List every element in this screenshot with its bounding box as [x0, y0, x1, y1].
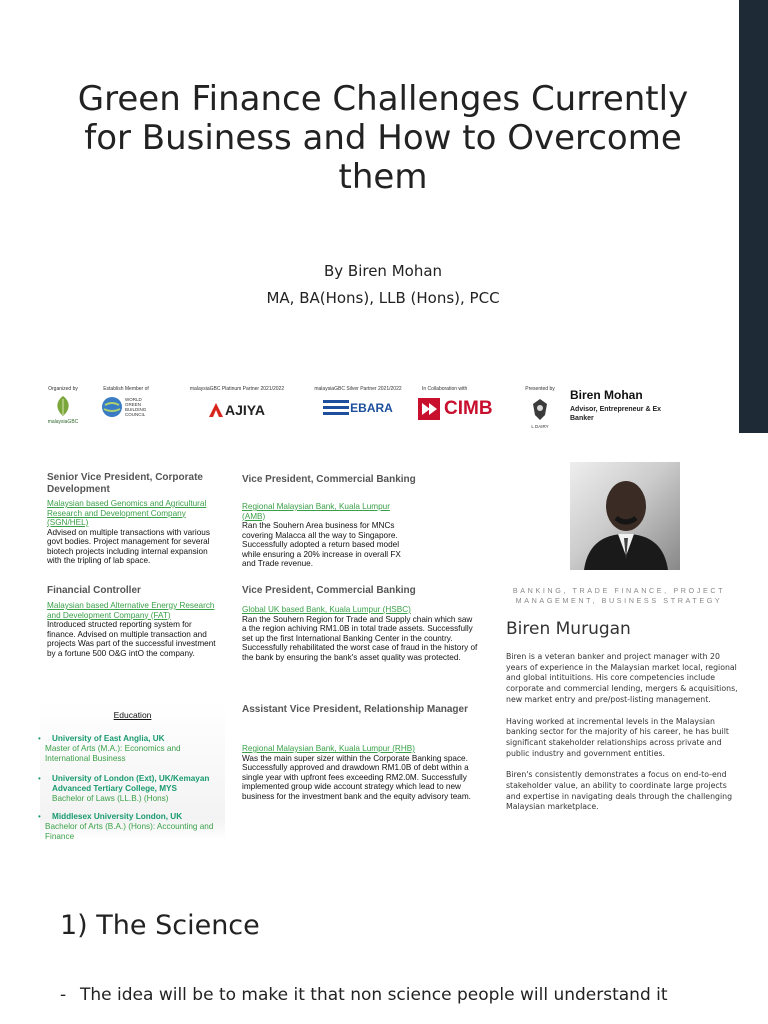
- ebara-brand: EBARA: [350, 401, 393, 415]
- l-dairy-crest-icon: [531, 398, 549, 422]
- resume-body: Advised on multiple transactions with various govt bodies. Project management for several biotech projects including internal expansion with the tripling of lab space.: [47, 527, 210, 565]
- resume-org-link[interactable]: Regional Malaysian Bank, Kuala Lumpur (AMB): [242, 502, 390, 521]
- ajiya-a-icon: [209, 403, 223, 417]
- expertise-tagline: BANKING, TRADE FINANCE, PROJECT MANAGEMENT, BUSINESS STRATEGY: [512, 586, 726, 605]
- malaysiagbc-brand: malaysiaGBC: [47, 419, 79, 425]
- resume-heading: Vice President, Commercial Banking: [242, 474, 416, 485]
- dark-edge-stripe: [739, 0, 768, 433]
- resume-body: Was the main super sizer within the Corporate Banking space. Successfully approved and drawdown RM1.0B of debt within a single year with upfront fees exceeding RM2.0M. Successfully implemented group wide account strategy which lead to new business for the investment bank and the equity advisory team.: [242, 753, 471, 801]
- cimb-brand: CIMB: [444, 398, 493, 419]
- resume-body: Ran the Souhern Area business for MNCs covering Malacca all the way to Singapore. Successfully adopted a return based model while ensuring a 20% increase in overall FX and Trade revenue.: [242, 521, 401, 568]
- resume-org-link[interactable]: Malaysian based Alternative Energy Research and Development Company (FAT): [47, 601, 215, 620]
- education-degree: Master of Arts (M.A.): Economics and International Business: [45, 744, 181, 763]
- resume-middle-entry-1: [242, 474, 478, 569]
- bio-name: Biren Murugan: [506, 619, 631, 639]
- presenter-card: [570, 388, 670, 423]
- silver-partner-label: malaysiaGBC Silver Partner 2021/2022: [314, 386, 402, 392]
- bio-text: [506, 652, 742, 813]
- person-portrait-icon: [570, 462, 680, 570]
- education-item: [40, 812, 225, 842]
- resume-left-entry-2: [47, 585, 217, 658]
- education-institution: University of East Anglia, UK: [52, 734, 165, 743]
- organized-by-block: [38, 386, 88, 425]
- resume-left-entry-1: [47, 472, 217, 566]
- malaysiagbc-leaf-icon: [52, 395, 74, 417]
- resume-body: Introduced structed reporting system for finance. Advised on multiple transaction and projects Was part of the successful investment by a fortune 500 O&G intO the company.: [47, 620, 216, 658]
- silver-partner-block: [303, 386, 413, 418]
- education-institution: University of London (Ext), UK/Kemayan Advanced Tertiary College, MYS: [52, 774, 210, 793]
- resume-heading: Senior Vice President, Corporate Development: [47, 472, 203, 495]
- section-dash: -: [60, 985, 67, 1005]
- bullet-dot: •: [38, 774, 41, 783]
- resume-org-link[interactable]: Global UK based Bank, Kuala Lumpur (HSBC): [242, 605, 411, 614]
- organized-by-label: Organized by: [48, 386, 78, 392]
- collaboration-block: [418, 386, 508, 420]
- presented-by-block: [518, 386, 562, 429]
- resume-heading: Vice President, Commercial Banking: [242, 585, 416, 596]
- presenter-name: Biren Mohan: [570, 388, 643, 402]
- education-institution: Middlesex University London, UK: [52, 812, 183, 821]
- bio-paragraph: Having worked at incremental levels in the Malaysian banking sector for the majority of his career, he has built significant stakeholder relationships across private and public industry and government entities.: [506, 716, 729, 758]
- education-block: [40, 700, 225, 840]
- resume-org-link[interactable]: Regional Malaysian Bank, Kuala Lumpur (RHB): [242, 744, 415, 753]
- education-degree: Bachelor of Laws (LL.B.) (Hons): [52, 794, 169, 803]
- bullet-dot: •: [38, 734, 41, 743]
- cimb-chevron-icon: [418, 398, 440, 420]
- establish-member-block: [96, 386, 156, 418]
- section-title: 1) The Science: [60, 910, 260, 941]
- education-heading: Education: [113, 710, 152, 720]
- platinum-partner-block: [182, 386, 292, 418]
- resume-heading: Assistant Vice President, Relationship Manager: [242, 704, 468, 715]
- ebara-stripes-icon: [323, 398, 349, 418]
- presenter-role: Advisor, Entrepreneur & Ex Banker: [570, 406, 662, 422]
- resume-body: Ran the Souhern Region for Trade and Supply chain which saw a the region achiving RM1.0B in total trade assets. Successfully set up the first International Banking Center in the country. Successfully rehabilitated the worst case of fraud in the history of the bank by ensuring the bank's asset quality was protected.: [242, 614, 478, 662]
- l-dairy-brand: L DAIRY: [531, 424, 549, 429]
- platinum-partner-label: malaysiaGBC Platinum Partner 2021/2022: [189, 386, 285, 392]
- author-block: [60, 258, 706, 312]
- section-bullet-text: The idea will be to make it that non science people will understand it: [80, 985, 668, 1005]
- bio-paragraph: Biren's consistently demonstrates a focus on end-to-end stakeholder value, an ability to coordinate large projects and expertise in navigating deals through the challenging Malaysian marketplace.: [506, 770, 733, 812]
- resume-heading: Financial Controller: [47, 585, 141, 596]
- ajiya-brand: AJIYA: [225, 402, 265, 418]
- slide-title: Green Finance Challenges Currently for Business and How to Overcome them: [77, 79, 689, 198]
- world-gbc-globe-icon: [101, 396, 123, 418]
- education-item: [40, 734, 225, 764]
- wgbc-label: WORLD GREEN BUILDING COUNCIL: [125, 397, 147, 417]
- establish-member-label: Establish Member of: [103, 386, 149, 392]
- portrait-photo: [570, 462, 680, 570]
- resume-middle-entry-3: [242, 704, 478, 801]
- resume-org-link[interactable]: Malaysian based Genomics and Agricultural Research and Development Company (SGN/HEL): [47, 499, 207, 527]
- presented-by-label: Presented by: [525, 386, 555, 392]
- bullet-dot: •: [38, 812, 41, 821]
- education-degree: Bachelor of Arts (B.A.) (Hons): Accounting and Finance: [45, 822, 214, 841]
- resume-middle-entry-2: [242, 585, 478, 662]
- collaboration-label: In Collaboration with: [422, 386, 468, 392]
- author-credentials: MA, BA(Hons), LLB (Hons), PCC: [266, 289, 500, 307]
- education-item: [40, 774, 225, 804]
- author-byline: By Biren Mohan: [323, 262, 443, 280]
- bio-paragraph: Biren is a veteran banker and project manager with 20 years of experience in the Malaysian market local, regional and global intituitions. His core competencies include corporate and commercial lending, mergers & acquisitions, new market entry and pre/post-listing management.: [506, 652, 738, 704]
